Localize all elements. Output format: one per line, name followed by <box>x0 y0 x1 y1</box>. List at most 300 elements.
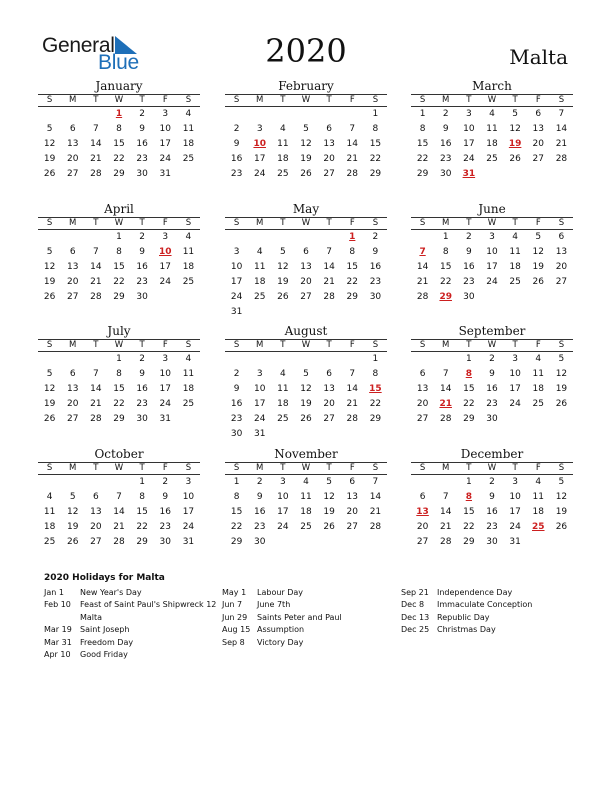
holiday-item <box>44 599 216 611</box>
day-cell: 9 <box>465 247 472 257</box>
day-cell: 14 <box>113 507 125 517</box>
day-cell: 23 <box>486 522 498 532</box>
weekday-header: M <box>69 463 77 473</box>
weekday-header: S <box>558 340 565 350</box>
day-cell: 17 <box>277 507 289 517</box>
day-cell: 29 <box>369 414 382 424</box>
weekday-header: M <box>69 218 77 228</box>
day-cell: 24 <box>509 399 521 409</box>
day-cell: 27 <box>555 277 568 287</box>
month-december <box>411 446 573 550</box>
day-cell: 19 <box>277 277 289 287</box>
day-cell: 21 <box>90 154 102 164</box>
day-cell: 29 <box>113 169 125 179</box>
empty-day-cell <box>38 230 61 245</box>
day-cell: 1 <box>372 109 379 119</box>
day-cell: 10 <box>486 247 498 257</box>
empty-day-cell <box>341 427 364 442</box>
day-cell: 3 <box>162 109 169 119</box>
week-row <box>225 505 387 520</box>
day-cell: 13 <box>90 507 102 517</box>
week-row <box>411 505 573 520</box>
day-cell: 28 <box>90 292 102 302</box>
day-cell: 6 <box>558 232 565 242</box>
week-row <box>225 475 387 490</box>
week-row <box>38 412 200 427</box>
holidays-title: 2020 Holidays for Malta <box>44 573 165 583</box>
month-name: July <box>107 324 131 338</box>
day-cell: 30 <box>136 414 148 424</box>
day-cell: 4 <box>185 354 192 364</box>
week-row <box>411 275 573 290</box>
day-cell: 12 <box>43 384 56 394</box>
week-row <box>38 137 200 152</box>
day-cell: 4 <box>279 369 286 379</box>
weekday-header: W <box>487 218 497 228</box>
day-cell: 21 <box>555 139 568 149</box>
week-row <box>411 152 573 167</box>
weekday-header: M <box>69 95 77 105</box>
day-cell: 27 <box>346 522 358 532</box>
day-cell: 29 <box>346 292 358 302</box>
week-row <box>225 152 387 167</box>
empty-day-cell <box>527 290 550 305</box>
holiday-date: Sep 8 <box>222 637 245 647</box>
day-cell: 8 <box>419 124 426 134</box>
holiday-name: Labour Day <box>257 588 304 597</box>
week-row <box>225 382 387 397</box>
holiday-date: Apr 10 <box>44 649 71 659</box>
weekday-header: M <box>442 218 450 228</box>
weekday-header: S <box>558 218 565 228</box>
day-cell: 13 <box>66 384 79 394</box>
day-cell: 6 <box>326 369 332 379</box>
day-cell: 20 <box>90 522 102 532</box>
day-cell: 16 <box>136 262 148 272</box>
day-cell: 4 <box>489 109 495 119</box>
weekday-header-row <box>38 217 200 230</box>
day-cell: 5 <box>303 124 309 134</box>
day-cell: 12 <box>532 247 544 257</box>
month-july <box>38 323 200 427</box>
empty-day-cell <box>177 290 200 305</box>
day-cell: 31 <box>230 307 243 317</box>
weekday-header: S <box>233 95 240 105</box>
week-row <box>411 107 573 122</box>
day-cell: 22 <box>113 277 125 287</box>
holiday-day-cell: 10 <box>159 247 172 257</box>
day-cell: 4 <box>185 109 192 119</box>
weekday-header: S <box>185 218 192 228</box>
day-cell: 9 <box>233 384 240 394</box>
day-cell: 14 <box>439 507 452 517</box>
day-cell: 1 <box>233 477 240 487</box>
day-cell: 4 <box>303 477 309 487</box>
week-row <box>225 230 387 245</box>
day-cell: 25 <box>277 414 289 424</box>
weekday-header: S <box>185 95 192 105</box>
weekday-header: S <box>372 218 379 228</box>
day-cell: 23 <box>439 154 452 164</box>
weekday-header: S <box>372 463 379 473</box>
day-cell: 12 <box>555 369 568 379</box>
day-cell: 3 <box>162 354 169 364</box>
day-cell: 3 <box>489 232 495 242</box>
day-cell: 27 <box>66 414 79 424</box>
day-cell: 1 <box>372 354 379 364</box>
day-cell: 25 <box>43 537 56 547</box>
empty-day-cell <box>318 305 341 320</box>
day-cell: 17 <box>509 507 521 517</box>
weekday-header-row <box>225 462 387 475</box>
week-row <box>411 397 573 412</box>
empty-day-cell <box>225 230 248 245</box>
weekday-header: T <box>280 340 286 350</box>
day-cell: 25 <box>300 522 312 532</box>
empty-day-cell <box>411 352 434 367</box>
holiday-item <box>401 587 532 599</box>
day-cell: 25 <box>277 169 289 179</box>
day-cell: 17 <box>230 277 243 287</box>
weekday-header: M <box>442 95 450 105</box>
empty-day-cell <box>225 107 248 122</box>
empty-day-cell <box>248 107 271 122</box>
empty-day-cell <box>271 305 294 320</box>
empty-day-cell <box>527 535 550 550</box>
day-cell: 26 <box>43 414 56 424</box>
weekday-header: S <box>419 463 426 473</box>
holiday-name: Malta <box>80 612 103 622</box>
week-row <box>38 382 200 397</box>
empty-day-cell <box>38 107 61 122</box>
month-name: April <box>104 202 134 216</box>
month-name: March <box>472 79 512 93</box>
week-row <box>411 245 573 260</box>
day-cell: 2 <box>233 369 240 379</box>
week-row <box>411 290 573 305</box>
day-cell: 2 <box>465 232 472 242</box>
day-cell: 17 <box>159 139 171 149</box>
day-cell: 27 <box>323 414 335 424</box>
day-cell: 24 <box>159 154 171 164</box>
day-cell: 8 <box>116 124 122 134</box>
day-cell: 15 <box>346 262 358 272</box>
holiday-item <box>401 624 532 636</box>
week-row <box>38 490 200 505</box>
logo <box>42 34 152 74</box>
holiday-day-cell: 15 <box>369 384 382 394</box>
month-name: February <box>278 79 334 93</box>
day-cell: 7 <box>558 109 565 119</box>
day-cell: 31 <box>159 169 171 179</box>
day-cell: 20 <box>66 154 79 164</box>
weekday-header: M <box>256 463 264 473</box>
holiday-date: Mar 31 <box>44 637 72 647</box>
day-cell: 6 <box>419 369 426 379</box>
day-cell: 8 <box>116 369 122 379</box>
day-cell: 30 <box>230 429 243 439</box>
week-row <box>38 152 200 167</box>
day-cell: 29 <box>136 537 148 547</box>
weekday-header: S <box>419 95 426 105</box>
empty-day-cell <box>504 290 527 305</box>
weekday-header: F <box>535 95 541 105</box>
day-cell: 19 <box>555 384 568 394</box>
day-cell: 11 <box>182 369 195 379</box>
weekday-header: T <box>512 463 518 473</box>
day-cell: 21 <box>416 277 429 287</box>
empty-day-cell <box>107 475 130 490</box>
day-cell: 26 <box>532 277 544 287</box>
day-cell: 1 <box>116 354 122 364</box>
weekday-header: F <box>162 95 168 105</box>
day-cell: 1 <box>465 477 472 487</box>
day-cell: 22 <box>113 399 125 409</box>
day-cell: 25 <box>509 277 521 287</box>
holiday-day-cell: 8 <box>465 369 472 379</box>
day-cell: 12 <box>323 492 335 502</box>
week-row <box>225 245 387 260</box>
week-row <box>411 490 573 505</box>
week-row <box>225 535 387 550</box>
day-cell: 14 <box>439 384 452 394</box>
day-cell: 2 <box>372 232 379 242</box>
empty-day-cell <box>271 352 294 367</box>
day-cell: 21 <box>90 277 102 287</box>
day-cell: 6 <box>326 124 332 134</box>
weekday-header-row <box>38 339 200 352</box>
weekday-header: F <box>349 218 355 228</box>
day-cell: 23 <box>136 277 148 287</box>
day-cell: 21 <box>346 399 358 409</box>
day-cell: 19 <box>323 507 335 517</box>
day-cell: 5 <box>279 247 286 257</box>
empty-day-cell <box>84 107 107 122</box>
holiday-day-cell: 1 <box>115 109 123 119</box>
day-cell: 16 <box>463 262 475 272</box>
empty-day-cell <box>294 230 317 245</box>
weekday-header: S <box>46 95 53 105</box>
day-cell: 18 <box>43 522 56 532</box>
day-cell: 14 <box>90 384 102 394</box>
day-cell: 6 <box>349 477 356 487</box>
week-row <box>38 122 200 137</box>
empty-day-cell <box>434 352 457 367</box>
month-october <box>38 446 200 550</box>
logo-text-blue: Blue <box>98 51 139 74</box>
day-cell: 19 <box>66 522 79 532</box>
week-row <box>38 167 200 182</box>
day-cell: 2 <box>442 109 449 119</box>
weekday-header: T <box>93 218 99 228</box>
day-cell: 26 <box>43 169 56 179</box>
day-cell: 22 <box>346 277 358 287</box>
day-cell: 16 <box>159 507 171 517</box>
day-cell: 23 <box>369 277 382 287</box>
weekday-header: M <box>256 218 264 228</box>
day-cell: 18 <box>509 262 521 272</box>
day-cell: 28 <box>439 537 452 547</box>
weekday-header: M <box>256 95 264 105</box>
empty-day-cell <box>177 412 200 427</box>
day-cell: 15 <box>416 139 429 149</box>
week-row <box>38 275 200 290</box>
day-cell: 24 <box>463 154 475 164</box>
day-cell: 21 <box>323 277 335 287</box>
day-cell: 11 <box>277 384 289 394</box>
day-cell: 17 <box>182 507 195 517</box>
day-cell: 4 <box>256 247 263 257</box>
empty-day-cell <box>527 167 550 182</box>
day-cell: 5 <box>558 354 565 364</box>
weekday-header: T <box>280 95 286 105</box>
weekday-header: T <box>512 340 518 350</box>
weekday-header-row <box>411 217 573 230</box>
weekday-header-row <box>411 462 573 475</box>
week-row <box>411 475 573 490</box>
holiday-date: Mar 19 <box>44 625 72 635</box>
day-cell: 12 <box>277 262 289 272</box>
week-row <box>38 520 200 535</box>
weekday-header: T <box>326 463 332 473</box>
week-row <box>225 107 387 122</box>
holiday-name: New Year's Day <box>80 588 142 597</box>
day-cell: 25 <box>182 277 195 287</box>
day-cell: 13 <box>300 262 312 272</box>
week-row <box>411 412 573 427</box>
day-cell: 22 <box>230 522 243 532</box>
day-cell: 28 <box>439 414 452 424</box>
empty-day-cell <box>341 535 364 550</box>
day-cell: 10 <box>182 492 195 502</box>
week-row <box>225 122 387 137</box>
day-cell: 24 <box>486 277 498 287</box>
day-cell: 22 <box>369 399 382 409</box>
day-cell: 18 <box>532 384 544 394</box>
day-cell: 14 <box>416 262 429 272</box>
day-cell: 14 <box>346 384 358 394</box>
day-cell: 26 <box>509 154 521 164</box>
day-cell: 29 <box>463 414 475 424</box>
day-cell: 21 <box>90 399 102 409</box>
weekday-header: W <box>301 340 311 350</box>
holiday-item <box>222 637 342 649</box>
week-row <box>225 397 387 412</box>
day-cell: 29 <box>230 537 243 547</box>
day-cell: 3 <box>256 124 263 134</box>
month-name: June <box>478 202 506 216</box>
holiday-date: Jan 1 <box>44 588 64 597</box>
week-row <box>38 245 200 260</box>
empty-day-cell <box>61 352 84 367</box>
day-cell: 24 <box>182 522 195 532</box>
holiday-name: Freedom Day <box>80 637 134 647</box>
day-cell: 5 <box>46 124 53 134</box>
holiday-date: May 1 <box>222 588 247 597</box>
day-cell: 8 <box>372 124 379 134</box>
day-cell: 8 <box>233 492 240 502</box>
weekday-header: W <box>301 95 311 105</box>
day-cell: 5 <box>535 232 542 242</box>
day-cell: 15 <box>369 139 382 149</box>
empty-day-cell <box>550 290 573 305</box>
day-cell: 26 <box>555 522 568 532</box>
day-cell: 28 <box>555 154 568 164</box>
month-name: October <box>94 447 144 461</box>
day-cell: 28 <box>416 292 429 302</box>
day-cell: 14 <box>555 124 568 134</box>
week-row <box>411 382 573 397</box>
day-cell: 19 <box>532 262 544 272</box>
day-cell: 20 <box>346 507 358 517</box>
holiday-name: Immaculate Conception <box>437 600 533 610</box>
empty-day-cell <box>364 535 387 550</box>
day-cell: 11 <box>532 369 544 379</box>
day-cell: 4 <box>185 232 192 242</box>
day-cell: 26 <box>300 414 312 424</box>
day-cell: 10 <box>230 262 243 272</box>
day-cell: 6 <box>303 247 309 257</box>
empty-day-cell <box>84 475 107 490</box>
week-row <box>411 520 573 535</box>
day-cell: 4 <box>535 354 542 364</box>
day-cell: 2 <box>139 109 145 119</box>
empty-day-cell <box>271 107 294 122</box>
day-cell: 21 <box>346 154 358 164</box>
day-cell: 9 <box>139 369 145 379</box>
empty-day-cell <box>225 352 248 367</box>
day-cell: 16 <box>486 384 498 394</box>
empty-day-cell <box>411 230 434 245</box>
weekday-header-row <box>411 94 573 107</box>
weekday-header: S <box>558 95 565 105</box>
day-cell: 6 <box>92 492 99 502</box>
day-cell: 5 <box>512 109 518 119</box>
week-row <box>38 535 200 550</box>
holiday-name: Saint Joseph <box>80 625 130 635</box>
holiday-day-cell: 1 <box>349 232 356 242</box>
month-august <box>225 323 387 442</box>
holiday-item <box>44 649 216 661</box>
weekday-header: T <box>139 95 145 105</box>
day-cell: 11 <box>253 262 266 272</box>
week-row <box>38 505 200 520</box>
weekday-header: T <box>280 218 286 228</box>
day-cell: 18 <box>182 139 195 149</box>
day-cell: 18 <box>300 507 312 517</box>
day-cell: 14 <box>90 139 102 149</box>
weekday-header: S <box>233 218 240 228</box>
day-cell: 25 <box>182 399 195 409</box>
day-cell: 7 <box>92 247 99 257</box>
holiday-name: Republic Day <box>437 612 490 622</box>
day-cell: 15 <box>463 507 475 517</box>
day-cell: 29 <box>416 169 429 179</box>
day-cell: 19 <box>43 154 56 164</box>
holiday-name: Saints Peter and Paul <box>257 612 342 622</box>
day-cell: 4 <box>512 232 518 242</box>
holiday-day-cell: 10 <box>253 139 266 149</box>
day-cell: 2 <box>489 354 495 364</box>
empty-day-cell <box>294 305 317 320</box>
day-cell: 2 <box>162 477 169 487</box>
empty-day-cell <box>294 107 317 122</box>
day-cell: 15 <box>439 262 452 272</box>
day-cell: 22 <box>463 522 475 532</box>
day-cell: 17 <box>159 262 171 272</box>
week-row <box>411 535 573 550</box>
empty-day-cell <box>318 535 341 550</box>
